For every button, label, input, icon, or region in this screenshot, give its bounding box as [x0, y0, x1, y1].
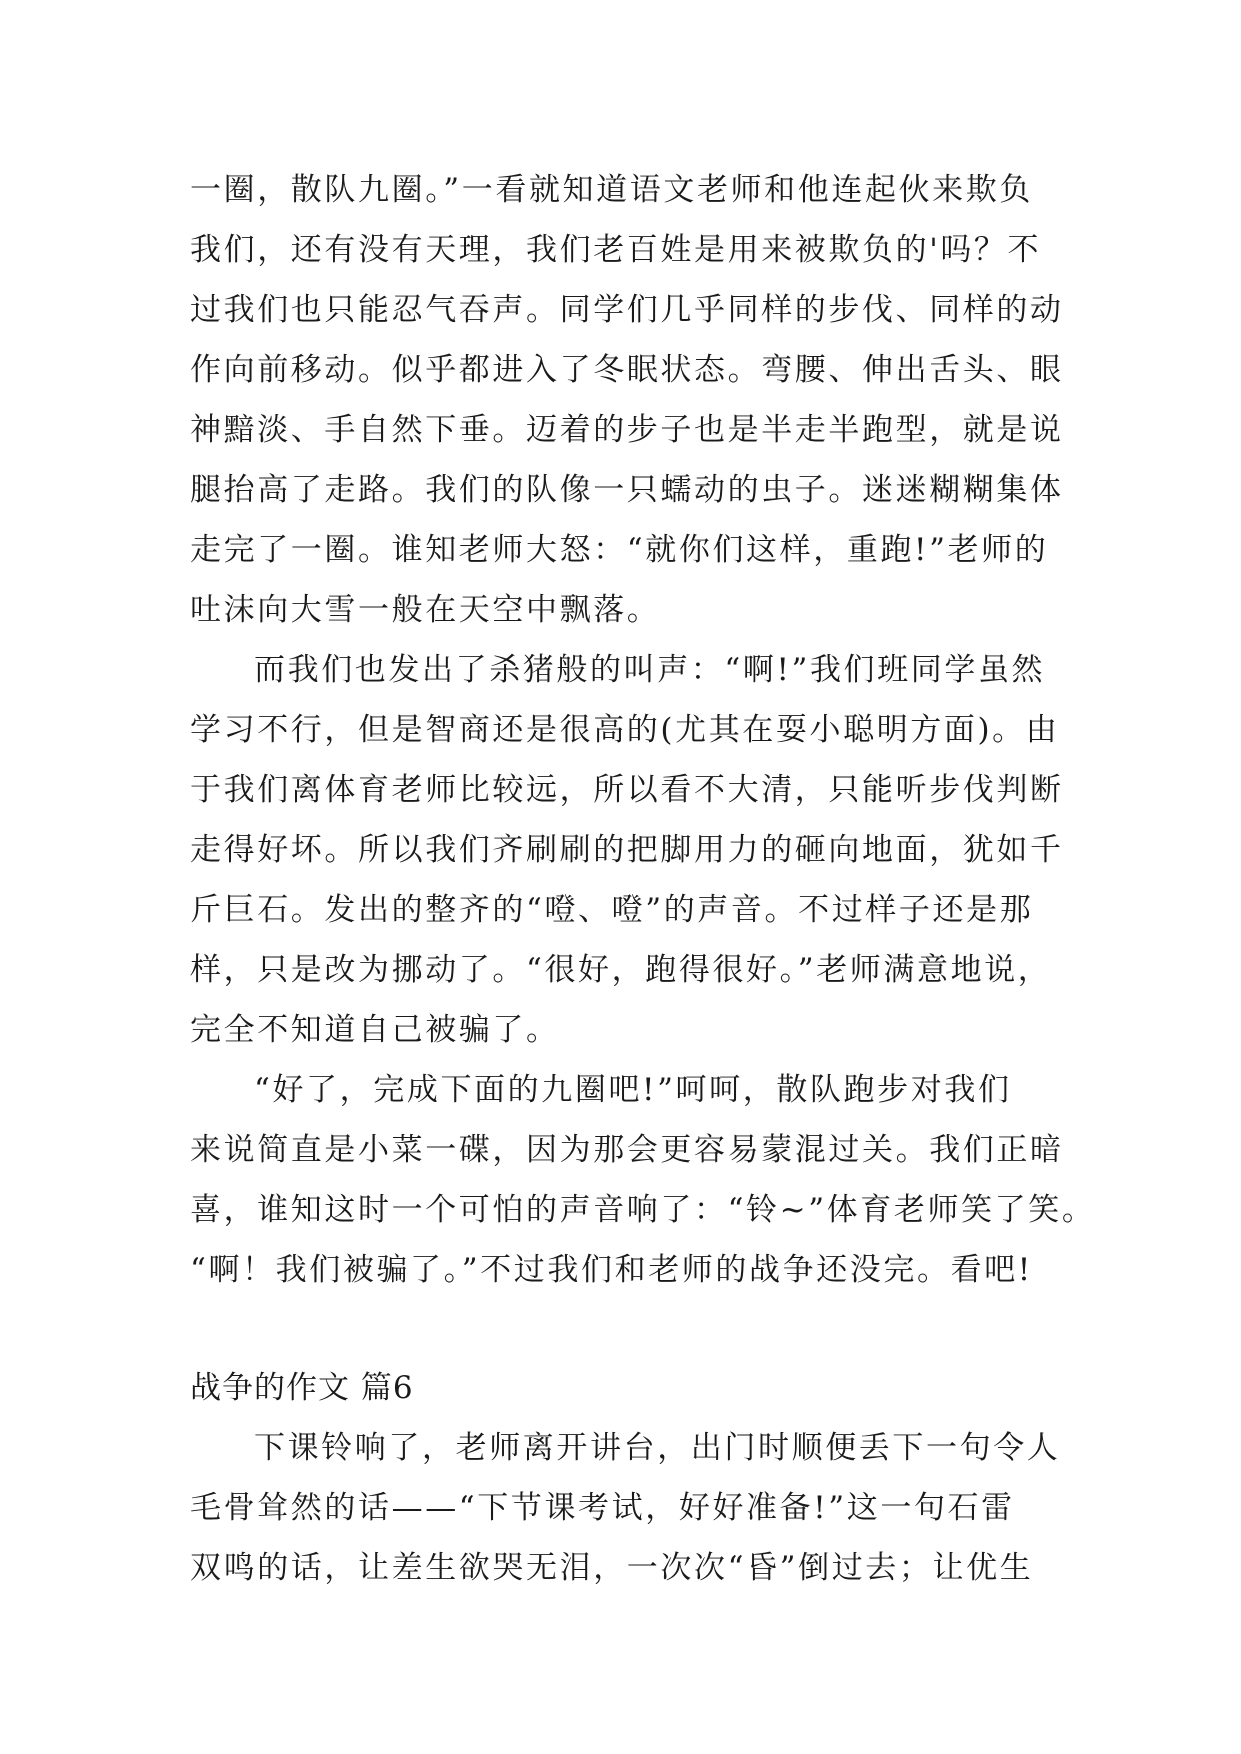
text-line: 斤巨石。发出的整齐的“噔、噔”的声音。不过样子还是那	[190, 892, 1034, 928]
text-line: 学习不行，但是智商还是很高的(尤其在耍小聪明方面)。由	[190, 712, 1060, 748]
text-line: 来说简直是小菜一碟，因为那会更容易蒙混过关。我们正暗	[190, 1132, 1064, 1168]
text-line: “好了，完成下面的九圈吧!”呵呵，散队跑步对我们	[254, 1072, 1012, 1108]
text-line: 走得好坏。所以我们齐刷刷的把脚用力的砸向地面，犹如千	[190, 832, 1064, 868]
text-line: 神黯淡、手自然下垂。迈着的步子也是半走半跑型，就是说	[190, 412, 1064, 448]
text-line: 下课铃响了，老师离开讲台，出门时顺便丢下一句令人	[254, 1430, 1061, 1466]
text-line: 双鸣的话，让差生欲哭无泪，一次次“昏”倒过去；让优生	[190, 1550, 1034, 1586]
text-line: 于我们离体育老师比较远，所以看不大清，只能听步伐判断	[190, 772, 1064, 808]
text-line: 样，只是改为挪动了。“很好，跑得很好。”老师满意地说，	[190, 952, 1052, 988]
paragraph	[190, 160, 1070, 640]
text-line: 而我们也发出了杀猪般的叫声：“啊!”我们班同学虽然	[254, 652, 1046, 688]
section-heading: 战争的作文 篇6	[190, 1370, 414, 1406]
paragraph	[190, 640, 1070, 1060]
text-line: 一圈，散队九圈。”一看就知道语文老师和他连起伙来欺负	[190, 172, 1033, 208]
paragraph	[190, 1418, 1070, 1598]
document-body	[190, 160, 1096, 1598]
text-line: 过我们也只能忍气吞声。同学们几乎同样的步伐、同样的动	[190, 292, 1064, 328]
text-line: 吐沫向大雪一般在天空中飘落。	[190, 592, 661, 628]
text-line: “啊！我们被骗了。”不过我们和老师的战争还没完。看吧!	[190, 1252, 1033, 1288]
text-line: 走完了一圈。谁知老师大怒：“就你们这样，重跑!”老师的	[190, 532, 1049, 568]
text-line: 腿抬高了走路。我们的队像一只蠕动的虫子。迷迷糊糊集体	[190, 472, 1064, 508]
text-line: 喜，谁知这时一个可怕的声音响了：“铃~”体育老师笑了笑。	[190, 1192, 1096, 1228]
text-line: 我们，还有没有天理，我们老百姓是用来被欺负的'吗？不	[190, 232, 1042, 268]
text-line: 毛骨耸然的话——“下节课考试，好好准备!”这一句石雷	[190, 1490, 1015, 1526]
text-line: 作向前移动。似乎都进入了冬眠状态。弯腰、伸出舌头、眼	[190, 352, 1064, 388]
paragraph	[190, 1060, 1096, 1300]
text-line: 完全不知道自己被骗了。	[190, 1012, 560, 1048]
